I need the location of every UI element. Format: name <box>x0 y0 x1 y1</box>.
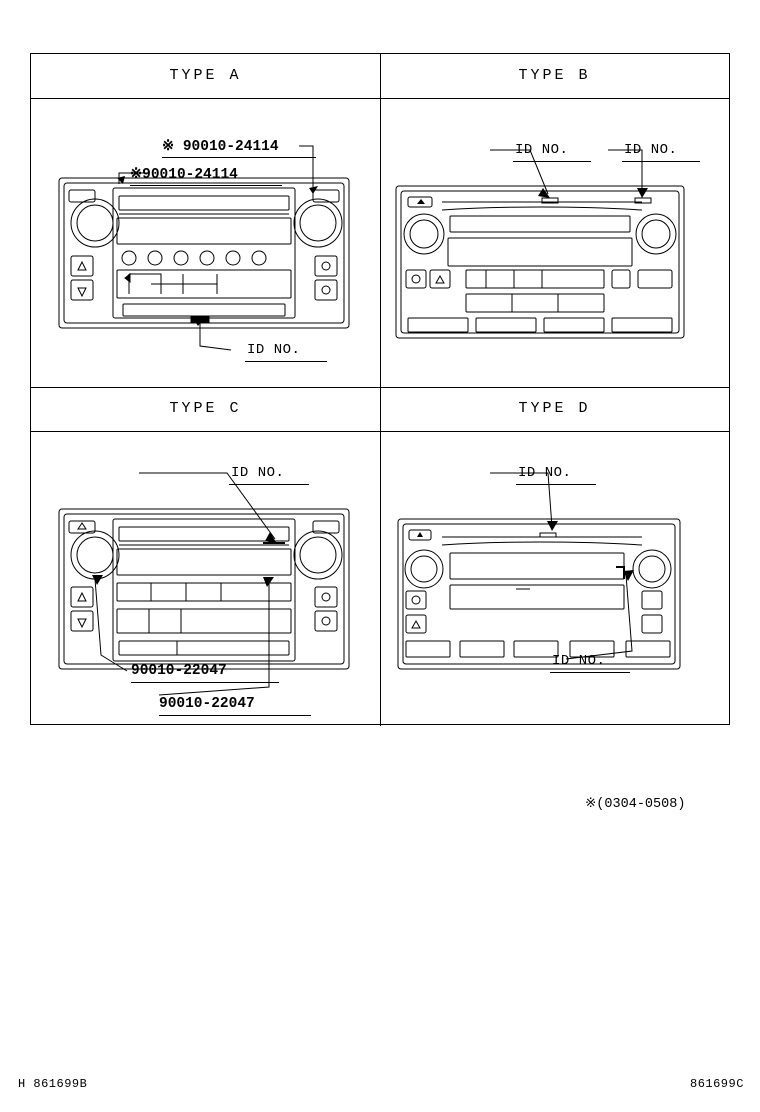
label-underline-a2 <box>130 185 282 186</box>
label-underline-c1 <box>229 484 309 485</box>
radio-drawing-type-c <box>31 431 380 725</box>
label-id-no-d-bottom: ID NO. <box>552 653 606 669</box>
cell-body-type-d <box>380 431 729 725</box>
footer-right-code: 861699C <box>690 1077 744 1091</box>
label-underline-b2 <box>622 161 700 162</box>
label-underline-c2 <box>131 682 279 683</box>
label-part-90010-24114-top: ※ 90010-24114 <box>162 139 279 155</box>
applicability-note: ※(0304-0508) <box>585 797 686 812</box>
label-underline-d2 <box>550 672 630 673</box>
type-grid <box>30 53 730 725</box>
label-part-90010-24114-second: ※90010-24114 <box>130 167 238 183</box>
label-underline-b1 <box>513 161 591 162</box>
label-part-90010-22047-second: 90010-22047 <box>159 696 255 712</box>
cell-body-type-c <box>31 431 380 725</box>
label-id-no-b-right: ID NO. <box>624 142 678 158</box>
label-underline-d1 <box>516 484 596 485</box>
cell-title-type-d: TYPE D <box>518 400 591 417</box>
label-id-no-a: ID NO. <box>247 342 301 358</box>
footer-left-code: H 861699B <box>18 1077 88 1091</box>
label-part-90010-22047-first: 90010-22047 <box>131 663 227 679</box>
label-underline-a1 <box>162 157 316 158</box>
cell-body-type-b <box>380 98 729 387</box>
label-id-no-d-top: ID NO. <box>518 465 572 481</box>
cell-title-type-c: TYPE C <box>169 400 242 417</box>
label-underline-a3 <box>245 361 327 362</box>
label-underline-c3 <box>159 715 311 716</box>
label-id-no-c: ID NO. <box>231 465 285 481</box>
label-id-no-b-left: ID NO. <box>515 142 569 158</box>
cell-body-type-a <box>31 98 380 387</box>
cell-title-type-b: TYPE B <box>518 67 591 84</box>
cell-title-type-a: TYPE A <box>169 67 242 84</box>
